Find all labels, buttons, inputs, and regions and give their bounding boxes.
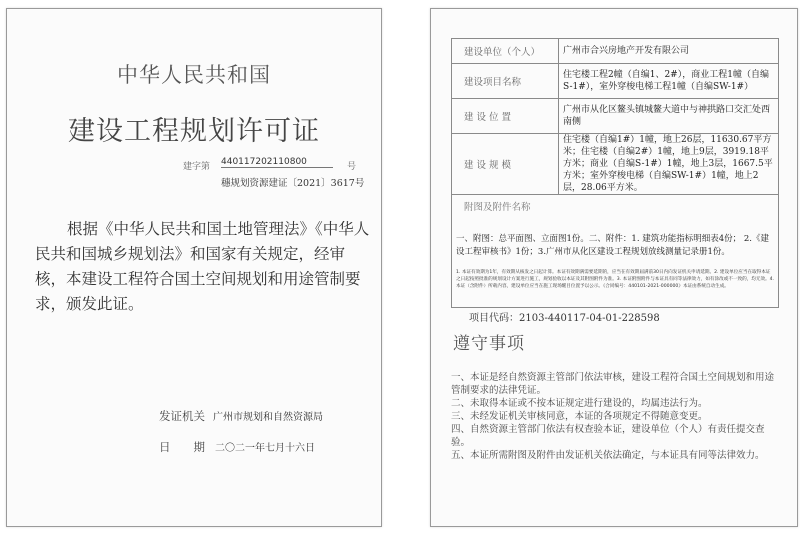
project-info-table	[451, 38, 779, 308]
cert-prefix: 建字第	[183, 162, 211, 172]
cert-number: 440117202110800	[221, 157, 333, 168]
table-row	[452, 134, 779, 195]
table-row	[452, 64, 779, 99]
row-value: 广州市合兴房地产开发有限公司	[559, 39, 779, 64]
row-label: 建设单位（个人）	[452, 39, 559, 64]
notice-list	[451, 371, 781, 462]
list-item: 五、本证所需附图及附件由发证机关依法确定，与本证具有同等法律效力。	[451, 450, 765, 461]
issuer-line	[159, 408, 323, 424]
certificate-number-line	[183, 157, 361, 173]
list-item: 一、本证是经自然资源主管部门依法审核，建设工程符合国土空间规划和用途管制要求的法律凭证。	[451, 372, 775, 396]
issuer-label: 发证机关	[159, 409, 205, 423]
attachments-row	[452, 195, 779, 308]
notice-title: 遵守事项	[453, 334, 525, 354]
permit-body-text: 根据《中华人民共和国土地管理法》《中华人民共和国城乡规划法》和国家有关规定，经审核，本建设工程符合国土空间规划和用途管制要求，颁发此证。	[35, 220, 370, 313]
row-label: 建 设 位 置	[452, 99, 559, 134]
row-label: 建 设 规 模	[452, 134, 559, 195]
row-value: 广州市从化区鳌头镇城鳌大道中与神拱路口交汇处西南侧	[559, 99, 779, 134]
cert-sub-number: 穗规划资源建证〔2021〕3617号	[221, 178, 365, 189]
list-item: 四、自然资源主管部门依法有权查验本证，建设单位（个人）有责任提交查验。	[451, 424, 765, 448]
date-line	[159, 439, 315, 455]
permit-detail-page	[430, 8, 798, 527]
permit-title: 建设工程规划许可证	[68, 116, 320, 147]
cert-suffix: 号	[347, 162, 357, 172]
list-item: 二、未取得本证或不按本证规定进行建设的，均属违法行为。	[451, 398, 708, 409]
row-value: 住宅楼工程2幢（自编1、2#），商业工程1幢（自编S-1#），室外穿梭电梯工程1幢（自编SW-1#）	[559, 64, 779, 99]
attachments-text: 一、附图：总平面图、立面图1份。二、附件：1. 建筑功能指标明细表4份； 2.《建设工程审核书》1份；3.广州市从化区建设工程规划放线测量记录册1份。	[456, 234, 769, 257]
date-value: 二〇二一年七月十六日	[215, 443, 315, 454]
table-row	[452, 39, 779, 64]
issuer-value: 广州市规划和自然资源局	[213, 412, 323, 423]
row-label: 建设项目名称	[452, 64, 559, 99]
date-label: 日 期	[159, 440, 205, 454]
country-name: 中华人民共和国	[117, 63, 271, 87]
row-value: 住宅楼（自编1#）1幢，地上26层，11630.67平方米；住宅楼（自编2#）1幢，地上9层，3919.18平方米；商业（自编S-1#）1幢，地上3层，1667.5平方米；室外穿梭电梯（自编SW-1#）1幢，地上2层，28.06平方米。	[559, 134, 779, 195]
project-code: 项目代码：2103-440117-04-01-228598	[469, 313, 660, 324]
list-item: 三、未经发证机关审核同意，本证的各项规定不得随意变更。	[451, 411, 708, 422]
attachments-cell	[452, 195, 779, 308]
permit-cover-page	[6, 8, 382, 527]
attachments-fine-print: 1. 本证有效期为1年，有效期从核发之日起计算。本证有效期满需要延期的，应当在有效期届满前30日内向发证机关申请延期。2. 建设单位应当在取得本证之日起按照批准的规划设计方案进行施工，规划验收以本证及其附图附件为准。3. 本证附图附件与本证具有同等法律效力，如有涂改或不一致的，均无效。4. 本证（含附件）所载内容，建设单位应当在施工现场醒目位置予以公示。《合同编号：440101-2021-000000》本证由系统自动生成。	[456, 270, 775, 289]
table-row	[452, 99, 779, 134]
attachments-label: 附图及附件名称	[464, 202, 531, 213]
